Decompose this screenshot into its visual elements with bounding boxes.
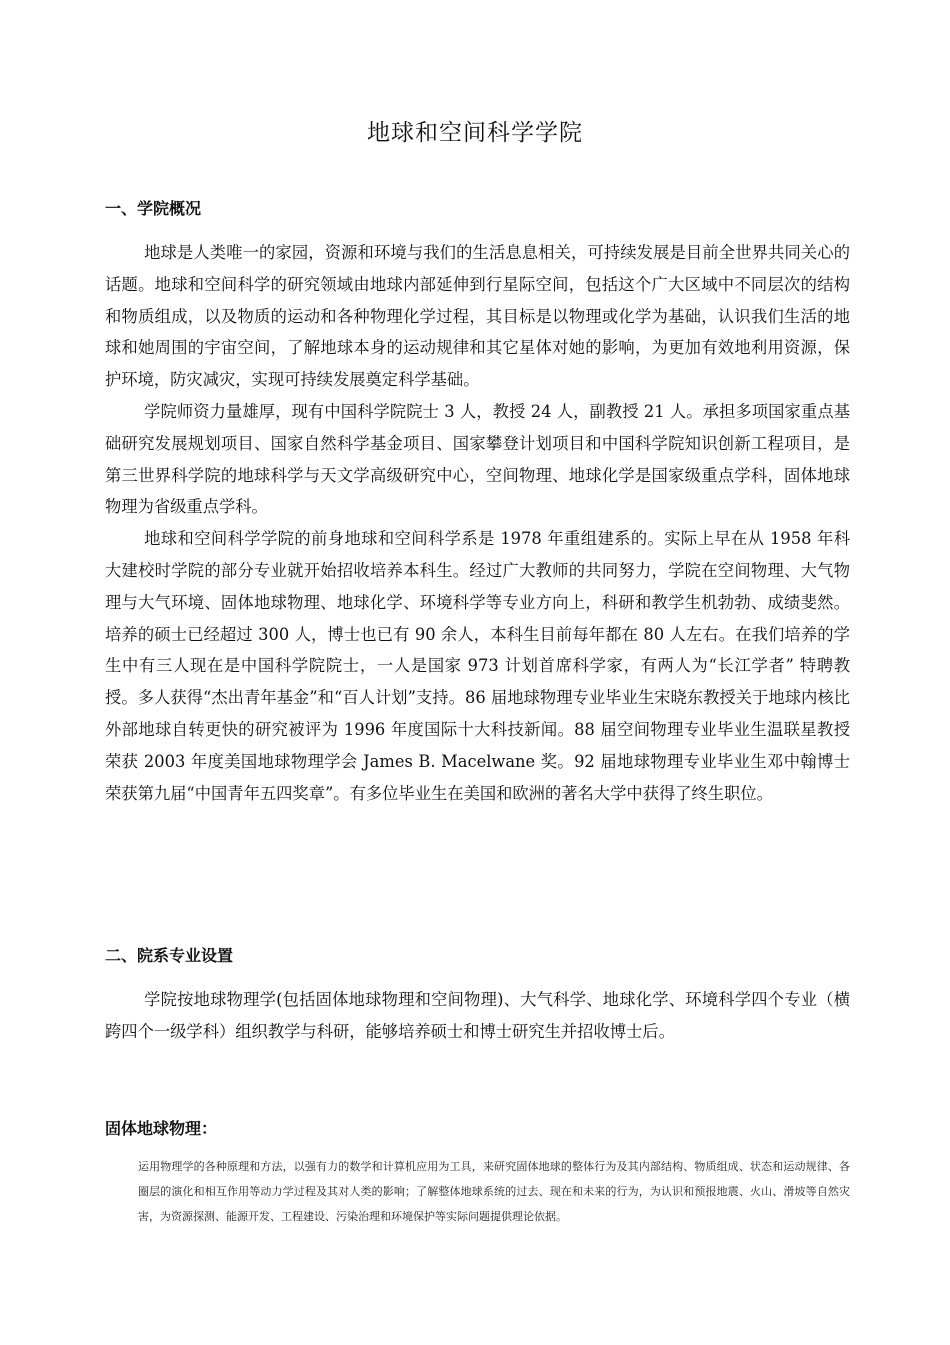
section-body-programs	[105, 984, 850, 1048]
section-heading-programs: 二、院系专业设置	[105, 946, 234, 965]
paragraph: 地球和空间科学学院的前身地球和空间科学系是 1978 年重组建系的。实际上早在从 1958 年科大建校时学院的部分专业就开始招收培养本科生。经过广大教师的共同努力，学院在空间物理、大气物理与大气环境、固体地球物理、地球化学、环境科学等专业方向上，科研和教学生机勃勃、成绩斐然。培养的硕士已经超过 300 人，博士也已有 90 余人，本科生目前每年都在 80 人左右。在我们培养的学生中有三人现在是中国科学院院士，一人是国家 973 计划首席科学家，有两人为“长江学者” 特聘教授。多人获得“杰出青年基金”和“百人计划”支持。86 届地球物理专业毕业生宋晓东教授关于地球内核比外部地球自转更快的研究被评为 1996 年度国际十大科技新闻。88 届空间物理专业毕业生温联星教授荣获 2003 年度美国地球物理学会 James B. Macelwane 奖。92 届地球物理专业毕业生邓中翰博士荣获第九届“中国青年五四奖章”。有多位毕业生在美国和欧洲的著名大学中获得了终生职位。	[105, 529, 850, 803]
paragraph: 运用物理学的各种原理和方法，以强有力的数学和计算机应用为工具，来研究固体地球的整体行为及其内部结构、物质组成、状态和运动规律、各圈层的演化和相互作用等动力学过程及其对人类的影响；了解整体地球系统的过去、现在和未来的行为，为认识和预报地震、火山、滑坡等自然灾害，为资源探测、能源开发、工程建设、污染治理和环境保护等实际问题提供理论依据。	[138, 1160, 850, 1223]
section-heading-overview: 一、学院概况	[105, 199, 202, 218]
paragraph: 学院师资力量雄厚，现有中国科学院院士 3 人，教授 24 人，副教授 21 人。承担多项国家重点基础研究发展规划项目、国家自然科学基金项目、国家攀登计划项目和中国科学院知识创新工程项目，是第三世界科学院的地球科学与天文学高级研究中心，空间物理、地球化学是国家级重点学科，固体地球物理为省级重点学科。	[105, 401, 850, 517]
subsection-body-solid-earth-geophysics	[138, 1154, 850, 1229]
page-title: 地球和空间科学学院	[367, 120, 583, 146]
paragraph: 地球是人类唯一的家园，资源和环境与我们的生活息息相关，可持续发展是目前全世界共同关心的话题。地球和空间科学的研究领域由地球内部延伸到行星际空间，包括这个广大区域中不同层次的结构和物质组成，以及物质的运动和各种物理化学过程，其目标是以物理或化学为基础，认识我们生活的地球和她周围的宇宙空间，了解地球本身的运动规律和其它星体对她的影响，为更加有效地利用资源，保护环境，防灾减灾，实现可持续发展奠定科学基础。	[105, 243, 850, 390]
paragraph: 学院按地球物理学(包括固体地球物理和空间物理)、大气科学、地球化学、环境科学四个专业（横跨四个一级学科）组织教学与科研，能够培养硕士和博士研究生并招收博士后。	[105, 990, 850, 1041]
section-body-overview	[105, 237, 850, 809]
subsection-heading-solid-earth-geophysics: 固体地球物理：	[105, 1119, 218, 1138]
